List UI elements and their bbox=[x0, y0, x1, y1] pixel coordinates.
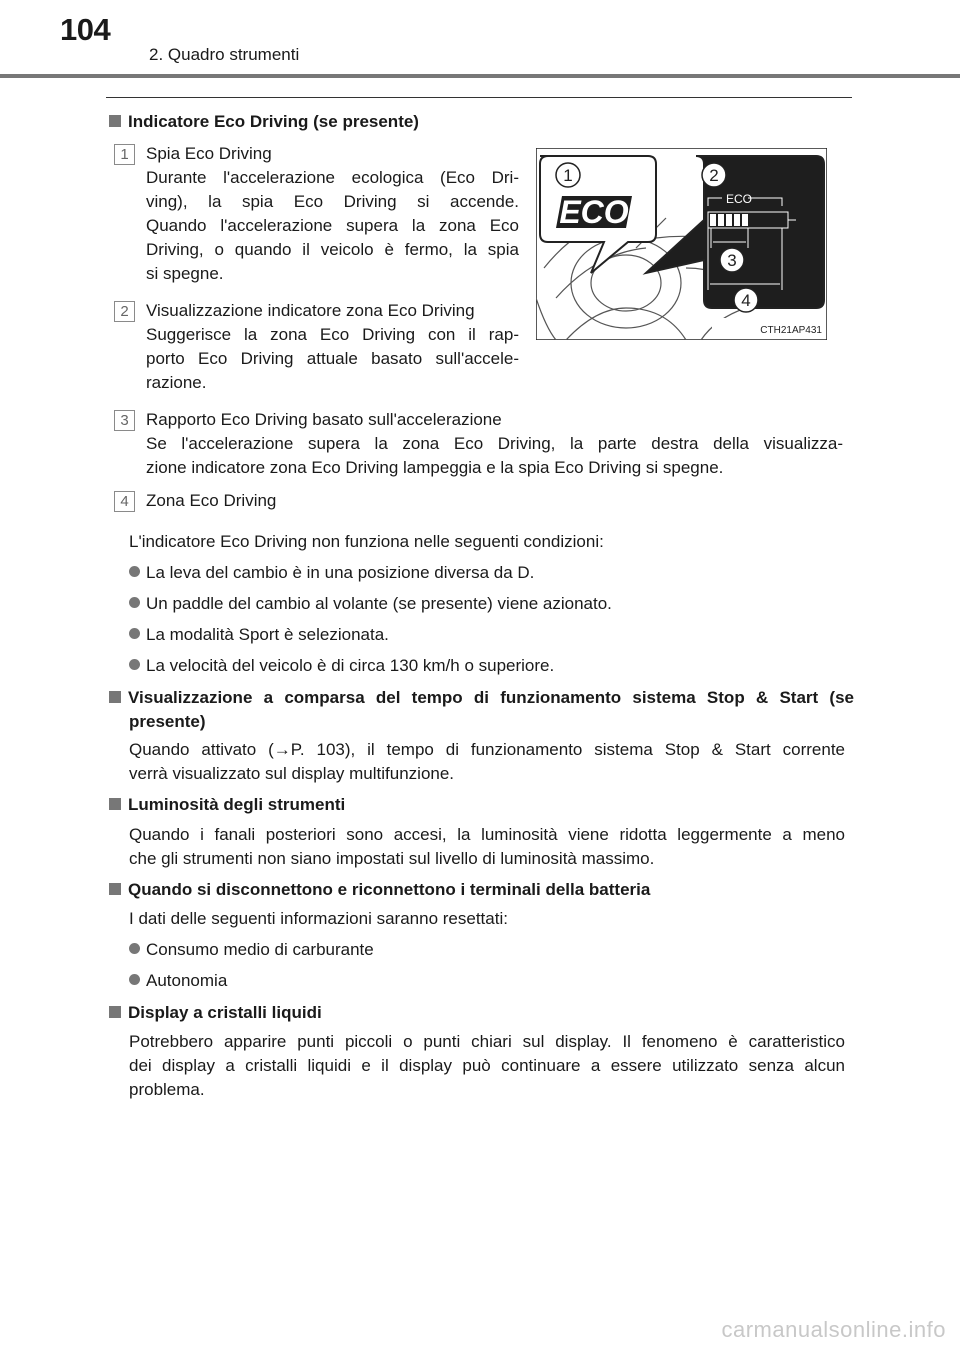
item-line: porto Eco Driving attuale basato sull'accele- bbox=[146, 349, 519, 368]
section-heading-eco bbox=[109, 110, 854, 134]
item-body bbox=[146, 408, 843, 480]
item-line: Se l'accelerazione supera la zona Eco Driving, la parte destra della visualizza- bbox=[146, 434, 843, 453]
item-body bbox=[146, 489, 519, 513]
chapter-title: 2. Quadro strumenti bbox=[149, 45, 300, 64]
figure-code: CTH21AP431 bbox=[760, 325, 822, 336]
lcd-text: Potrebbero apparire punti piccoli o punti chiari sul display. Il fenomeno è caratteristico dei display a cristalli liquidi e il display può continuare a essere utilizzato senza alcun problema. bbox=[129, 1032, 845, 1099]
bullet-dot-icon bbox=[129, 597, 140, 608]
watermark: carmanualsonline.info bbox=[721, 1317, 946, 1342]
bullet-dot-icon bbox=[129, 943, 140, 954]
header-rule bbox=[0, 74, 960, 78]
page-number: 104 bbox=[60, 12, 111, 47]
stop-start-text: Quando attivato (→P. 103), il tempo di funzionamento sistema Stop & Start corrente verrà visualizzato sul display multifunzione. bbox=[129, 740, 845, 783]
bullet-dot-icon bbox=[129, 659, 140, 670]
item-number-badge: 1 bbox=[114, 144, 135, 165]
section-square-icon bbox=[109, 691, 121, 703]
section-square-icon bbox=[109, 883, 121, 895]
section-heading-lcd: Display a cristalli liquidi bbox=[109, 1001, 854, 1025]
figure-callout-label: 1 bbox=[563, 166, 573, 185]
item-line: ving), la spia Eco Driving si accende. bbox=[146, 192, 519, 211]
section-square-icon bbox=[109, 798, 121, 810]
figure-callout-label: 3 bbox=[727, 251, 737, 270]
item-title: Spia Eco Driving bbox=[146, 144, 272, 163]
eco-lamp-label: ECO bbox=[559, 194, 629, 230]
bullet-dot-icon bbox=[129, 628, 140, 639]
page-header bbox=[0, 0, 960, 80]
item-body bbox=[146, 299, 519, 395]
item-line: Durante l'accelerazione ecologica (Eco Dri- bbox=[146, 168, 519, 187]
section-heading-battery: Quando si disconnettono e riconnettono i terminali della batteria bbox=[109, 878, 854, 902]
list-item: La velocità del veicolo è di circa 130 km/h o superiore. bbox=[129, 654, 554, 678]
meter-eco-label: ECO bbox=[726, 192, 753, 206]
list-item: Autonomia bbox=[129, 969, 227, 993]
bullet-dot-icon bbox=[129, 566, 140, 577]
item-title: Visualizzazione indicatore zona Eco Driving bbox=[146, 301, 475, 320]
list-item: La leva del cambio è in una posizione diversa da D. bbox=[129, 561, 534, 585]
item-body bbox=[146, 142, 519, 286]
figure-callout-label: 4 bbox=[741, 291, 751, 310]
eco-note: L'indicatore Eco Driving non funziona nelle seguenti condizioni: bbox=[129, 532, 604, 551]
item-line: razione. bbox=[146, 373, 207, 392]
item-line: Suggerisce la zona Eco Driving con il rap- bbox=[146, 325, 519, 344]
battery-text: I dati delle seguenti informazioni saranno resettati: bbox=[129, 909, 508, 928]
item-line: si spegne. bbox=[146, 264, 224, 283]
section-title: Indicatore Eco Driving (se presente) bbox=[128, 112, 419, 131]
list-item: Un paddle del cambio al volante (se presente) viene azionato. bbox=[129, 592, 612, 616]
section-square-icon bbox=[109, 1006, 121, 1018]
item-title: Rapporto Eco Driving basato sull'accelerazione bbox=[146, 410, 502, 429]
content-rule bbox=[106, 97, 852, 98]
item-line: Driving, o quando il veicolo è fermo, la spia bbox=[146, 240, 519, 259]
figure-callout-label: 2 bbox=[709, 166, 719, 185]
bullet-dot-icon bbox=[129, 974, 140, 985]
list-item: Consumo medio di carburante bbox=[129, 938, 374, 962]
section-heading-brightness: Luminosità degli strumenti bbox=[109, 793, 854, 817]
item-number-badge: 2 bbox=[114, 301, 135, 322]
item-number-badge: 4 bbox=[114, 491, 135, 512]
section-heading-stop-start: Visualizzazione a comparsa del tempo di funzionamento sistema Stop & Start (se presente) bbox=[109, 686, 854, 734]
item-number-badge: 3 bbox=[114, 410, 135, 431]
item-line: zione indicatore zona Eco Driving lampeggia e la spia Eco Driving si spegne. bbox=[146, 458, 724, 477]
eco-indicator-figure bbox=[536, 148, 827, 340]
brightness-text: Quando i fanali posteriori sono accesi, la luminosità viene ridotta leggermente a meno che gli strumenti non siano impostati sul livello di luminosità massimo. bbox=[129, 825, 845, 868]
item-title: Zona Eco Driving bbox=[146, 491, 277, 510]
item-line: Quando l'accelerazione supera la zona Eco bbox=[146, 216, 519, 235]
list-item: La modalità Sport è selezionata. bbox=[129, 623, 389, 647]
section-square-icon bbox=[109, 115, 121, 127]
